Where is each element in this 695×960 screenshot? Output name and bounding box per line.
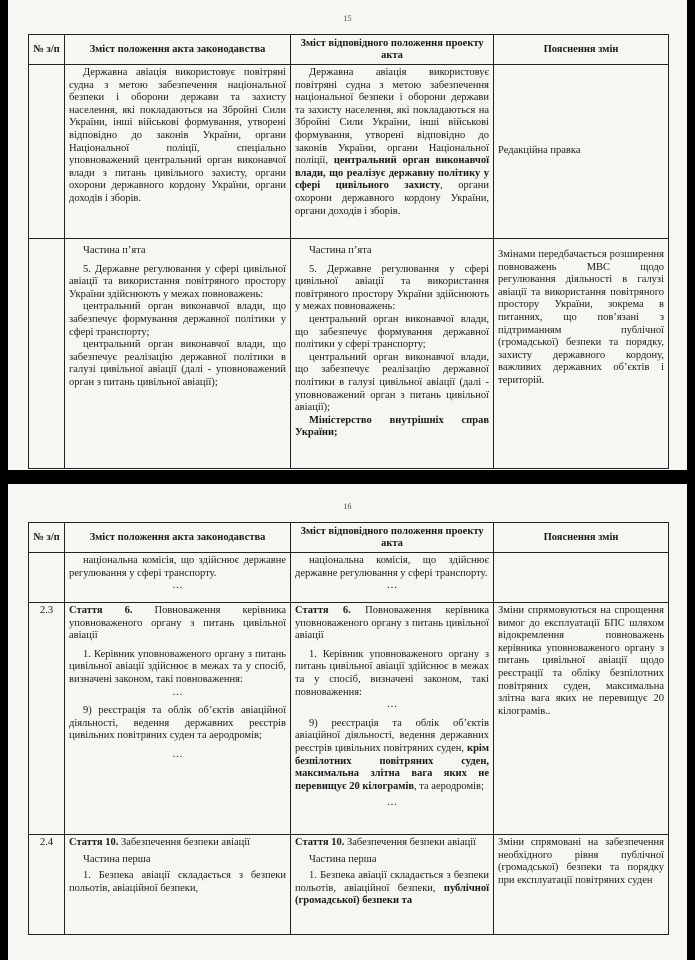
part-title: Частина перша [309,853,377,865]
draft-text-plain: Державна авіація використовує повітряні судна з метою забезпечення національної безпеки і оборони держави та захисту населення, які покладаються на Збройні Сили України, інші військові формування, утворені відповідно до законів України, органи Національної поліції, [295,67,489,167]
header-draft: Зміст відповідного положення проекту акта [291,35,494,65]
explanation-cell [494,65,669,239]
header-draft: Зміст відповідного положення проекту акта [291,523,494,553]
law-cell [65,835,291,935]
table-header-row [29,35,669,65]
article-title [295,605,489,643]
law-cell [65,553,291,603]
article-heading: Повноваження керівника уповноваженого органу з питань цивільної авіації [69,605,286,642]
draft-text-bold: центральний орган виконавчої влади, що реалізує державну політику у сфері цивільного захисту [295,155,489,192]
header-law: Зміст положення акта законодавства [65,523,291,553]
draft-text-plain: 9) реєстрація та облік об’єктів авіаційної діяльності, ведення державних реєстрів цивільних повітряних суден, [295,717,489,754]
explanation-cell [494,603,669,835]
draft-cell [291,835,494,935]
law-text: Державна авіація використовує повітряні судна з метою забезпечення національної безпеки і оборони держави та захисту населення, які покладаються на Збройні Сили України, інші військові формування, утворені відповідно до законів України, органи Національної поліції, спеціально уповноважений центральний орган виконавчої влади з питань цивільного захисту, органи охорони державного кордону України, органи доходів і зборів. [69,67,286,204]
table-row [29,239,669,469]
table-row [29,553,669,603]
draft-text-bold: крім безпілотних повітряних суден, максимальна злітна вага яких не перевищує 20 кілограмів [295,742,489,792]
law-cell [65,603,291,835]
explanation-cell [494,239,669,469]
draft-paragraph [295,870,489,908]
row-number [29,553,65,603]
draft-cell [291,239,494,469]
row-number: 2.3 [29,603,65,835]
row-number [29,239,65,469]
draft-paragraph [295,718,489,794]
row-number [29,65,65,239]
law-paragraph: 9) реєстрація та облік об’єктів авіаційної діяльності, ведення державних реєстрів цивільних повітряних суден та аеродромів; [69,705,286,742]
explanation-text: Змінами передбачається розширення повноважень МВС щодо регулювання діяльності в галузі авіації та використання повітряного простору України, зокрема в питаннях, що пов’язані з підтриманням публічної (громадської) безпеки та порядку, захисту державного кордону, важливих державних об’єктів і територій. [498,249,664,386]
explanation-cell [494,553,669,603]
ellipsis: … [172,686,183,698]
law-paragraph: центральний орган виконавчої влади, що забезпечує формування державної політики у сфері транспорту; [69,301,286,338]
page-number: 15 [343,14,352,23]
law-paragraph: 1. Безпека авіації складається з безпеки польотів, авіаційної безпеки, [69,870,286,894]
ellipsis: … [172,748,183,760]
draft-text-plain: 1. Безпека авіації складається з безпеки польотів, авіаційної безпеки, [295,870,489,894]
draft-paragraph: центральний орган виконавчої влади, що забезпечує реалізацію державної політики в галузі цивільної авіації (далі - уповноважений орган з питань цивільної авіації); [295,351,489,414]
article-number: Стаття 6. [69,605,133,616]
article-number: Стаття 10. [295,837,345,848]
draft-text-bold: публічної (громадської) безпеки та [295,882,489,907]
ellipsis: … [386,797,398,809]
draft-paragraph: 5. Державне регулювання у сфері цивільної авіації та використання повітряного простору України здійснюють у межах повноважень: [295,263,489,313]
article-title [69,605,286,643]
article-number: Стаття 10. [69,837,119,848]
law-cell [65,65,291,239]
law-text: національна комісія, що здійснює державне регулювання у сфері транспорту. [69,555,286,579]
draft-cell [291,603,494,835]
article-heading: Повноваження керівника уповноваженого органу з питань цивільної авіації [295,605,489,642]
draft-text-plain-end: , органи охорони державного кордону України, органи доходів і зборів. [295,180,489,217]
draft-paragraph-bold: Міністерство внутрішніх справ України; [295,414,489,439]
part-title: Частина п’ята [83,245,146,256]
law-paragraph: 5. Державне регулювання у сфері цивільної авіації та використання повітряного простору України здійснюють у межах повноважень: [69,263,286,300]
draft-cell [291,553,494,603]
draft-cell [291,65,494,239]
draft-text [295,67,489,218]
ellipsis: … [172,580,183,592]
article-title [295,837,489,850]
table-row [29,65,669,239]
comparison-table [28,522,669,935]
law-paragraph: центральний орган виконавчої влади, що забезпечує реалізацію державної політики в галузі цивільної авіації (далі - уповноважений орган з питань цивільної авіації); [69,339,286,388]
page-number: 16 [343,502,352,511]
part-title: Частина перша [83,853,151,865]
draft-text-plain-end: , та аеродромів; [414,780,484,792]
row-number: 2.4 [29,835,65,935]
law-cell [65,239,291,469]
draft-text: національна комісія, що здійснює державне регулювання у сфері транспорту. [295,555,489,579]
explanation-cell [494,835,669,935]
article-heading: Забезпечення безпеки авіації [118,837,251,848]
header-number: № з/п [29,35,65,65]
part-title: Частина п’ята [309,245,372,256]
document-page-15 [8,0,687,470]
header-explanation: Пояснення змін [494,523,669,553]
article-number: Стаття 6. [295,605,351,616]
header-explanation: Пояснення змін [494,35,669,65]
draft-paragraph: 1. Керівник уповноваженого органу з питань цивільної авіації здійснює в межах та у спосіб, визначені законом, такі повноваження: [295,648,489,698]
table-header-row [29,523,669,553]
ellipsis: … [386,699,398,711]
explanation-text: Зміни спрямовані на забезпечення необхідного рівня публічної (громадської) безпеки та порядку при експлуатації повітряних суден [498,837,664,886]
law-paragraph: 1. Керівник уповноваженого органу з питань цивільної авіації здійснює в межах та у спосіб, визначені законом, такі повноваження: [69,648,286,685]
table-row [29,603,669,835]
explanation-text: Зміни спрямовуються на спрощення вимог до експлуатації БПС шляхом відокремлення повноважень керівника уповноваженого органу з питань цивільної авіації щодо реєстрації та обліку безпілотних повітряних суден, максимальна злітна вага яких не перевищує 20 кілограмів.. [498,605,664,717]
explanation-text: Редакційна правка [498,145,581,157]
header-number: № з/п [29,523,65,553]
article-heading: Забезпечення безпеки авіації [344,837,477,848]
header-law: Зміст положення акта законодавства [65,35,291,65]
table-row [29,835,669,935]
comparison-table [28,34,669,469]
ellipsis: … [386,580,398,592]
document-page-16 [8,484,687,960]
draft-paragraph: центральний орган виконавчої влади, що забезпечує формування державної політики у сфері транспорту; [295,313,489,351]
article-title [69,837,286,850]
